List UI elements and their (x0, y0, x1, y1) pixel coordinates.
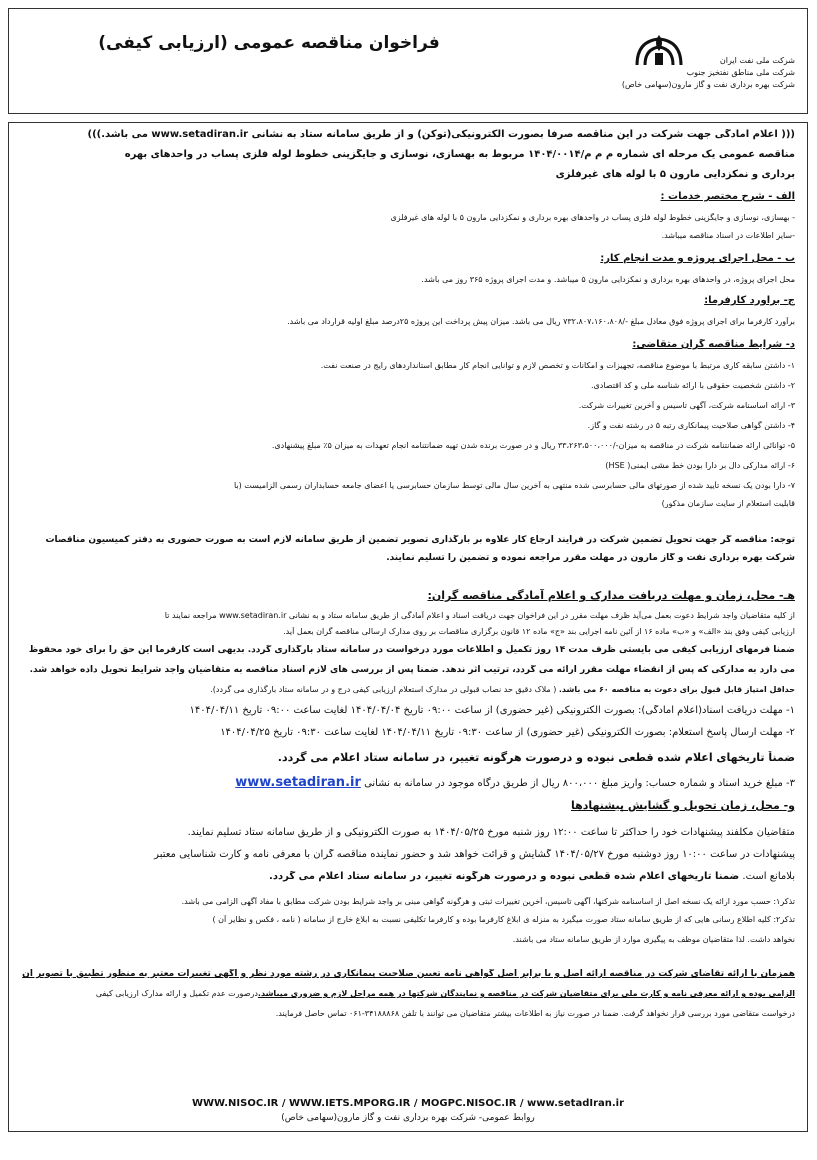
min-score-bold: حداقل امتیاز قابل قبول برای دعوت به مناقصه ۶۰ می باشد. (558, 685, 795, 694)
section-v-text: پیشنهادات در ساعت ۱۰:۰۰ روز دوشنبه مورخ ۱۴۰۴/۰۵/۲۷ گشایش و قرائت خواهد شد و حضور نماینده مناقصه گران با معرفی نامه و کارت شناسایی معتبر (154, 849, 795, 860)
final-line (21, 989, 795, 998)
final-rest: درصورت عدم تکمیل و ارائه مدارک ارزیابی کیفی (95, 989, 258, 998)
section-h-text: می دارد به مدارکی که پس از انقضاء مهلت مقرر ارائه می گردد، ترتیب اثر ندهد. ضمناً پس از بررسی های لازم اسناد مناقصه به متقاضیان واجد شرایط تحویل داده خواهد شد. (29, 665, 795, 675)
min-score-rest: ( ملاک دقیق حد نصاب قبولی در مدارک استعلام ارزیابی کیفی درج و در سامانه ستاد بارگذاری می گردد). (210, 685, 559, 694)
company-line: شرکت بهره برداری نفت و گاز مارون(سهامی خاص) (621, 80, 795, 89)
condition-item: ۴- داشتن گواهی صلاحیت پیمانکاری رتبه ۵ در رشته نفت و گاز. (587, 421, 795, 430)
section-b-heading: ب - محل اجرای پروژه و مدت انجام کار: (600, 253, 795, 264)
condition-item: ۱- داشتن سابقه کاری مرتبط با موضوع مناقصه، تجهیزات و امکانات و تخصص لازم و توانایی انجام کار مطابق استانداردهای رایج در صنعت نفت. (320, 361, 795, 370)
section-h-text: ارزیابی کیفی وفق بند «الف» و «ب» ماده ۱۶ از آئین نامه اجرایی بند «ج» ماده ۱۲ قانون برگزاری مناقصات بر روی مدارک ارسالی مناقصه گران بعمل آید. (283, 627, 795, 636)
final-line: درخواست متقاضی مورد بررسی قرار نخواهد گرفت. ضمناً در صورت نیاز به اطلاعات بیشتر متقاضیان می توانند با تلفن ۳۴۱۸۸۸۶۸-۰۶۱ تماس حاصل فرمایند. (275, 1009, 795, 1018)
section-h-heading: هـ- محل، زمان و مهلت دریافت مدارک و اعلام آمادگی مناقصه گران: (427, 589, 795, 602)
reminder-line: تذکر۲: کلیه اطلاع رسانی هایی که از طریق سامانه ستاد صورت میگیرد به منزله ی ابلاغ کارفرما بوده و کارفرما تکلیفی نسبت به ابلاغ خارج از سامانه ( نامه ، فکس و نظایر آن ) (212, 915, 795, 924)
fee-text: ۳- مبلغ خرید اسناد و شماره حساب: واریز مبلغ ۸۰۰،۰۰۰ ریال از طریق درگاه موجود در سامانه به نشانی (364, 778, 795, 789)
section-v-text: متقاضیان مکلفند پیشنهادات خود را حداکثر تا ساعت ۱۲:۰۰ روز شنبه مورخ ۱۴۰۴/۰۵/۲۵ به صورت الکترونیکی و از طریق سامانه ستاد تسلیم نمایند. (187, 827, 795, 838)
section-a-text: -سایر اطلاعات در اسناد مناقصه میباشد. (661, 231, 795, 240)
min-score-line (21, 685, 795, 694)
condition-item: ۳- ارائه اساسنامه شرکت، آگهی تاسیس و آخرین تغییرات شرکت. (578, 401, 795, 410)
reminder-line: تذکر۱: حسب مورد ارائه یک نسخه اصل از اساسنامه شرکتها، آگهی تاسیس، آخرین تغییرات ثبتی و هرگونه گواهی مبنی بر واجد شرایط بودن شرکت مطابق با مفاد آگهی الزامی می باشد. (181, 897, 795, 906)
company-names (595, 55, 795, 91)
section-h-text: ضمناً فرمهای ارزیابی کیفی می بایستی ظرف مدت ۱۴ روز تکمیل و اطلاعات مورد درخواست در سامانه ستاد بارگذاری گردد. بدیهی است کارفرما این حق را برای خود محفوظ (28, 645, 795, 655)
section-h-text: از کلیه متقاضیان واجد شرایط دعوت بعمل می‌آید ظرف مهلت مقرر در این فراخوان جهت دریافت اسناد و اعلام آمادگی از طریق سامانه ستاد و به نشانی www.setadiran.ir مراجعه نمایند تا (164, 611, 795, 620)
fee-line (21, 775, 795, 790)
section-d-heading: د- شرایط مناقصه گران متقاضی: (632, 339, 795, 350)
final-bold: الزامی بوده و ارائه معرفی نامه و کارت ملی برای متقاضیان شرکت در مناقصه و نمایندگان شرکتها در همه مراحل لازم و ضروری میباشد. (257, 989, 795, 998)
setadiran-link[interactable]: www.setadiran.ir (235, 775, 361, 790)
section-v-heading: و- محل، زمان تحویل و گشایش پیشنهادها (570, 799, 795, 812)
section-a-heading: الف - شرح مختصر خدمات : (660, 191, 795, 202)
tender-body (8, 122, 808, 1132)
dates-notice: ضمناً تاریخهای اعلام شده قطعی نبوده و درصورت هرگونه تغییر، در سامانه ستاد اعلام می گردد. (277, 751, 795, 764)
footer-links[interactable]: WWW.NISOC.IR / WWW.IETS.MPORG.IR / MOGPC.NISOC.IR / www.setadIran.ir (191, 1098, 625, 1109)
header-box (8, 8, 808, 114)
section-a-text: - بهسازی، نوسازی و جایگزینی خطوط لوله فلزی پساب در واحدهای بهره برداری و نمکزدایی مارون ۵ با لوله های غیرفلزی (390, 213, 795, 222)
section-v-text (21, 871, 795, 882)
deadline-item: ۲- مهلت ارسال پاسخ استعلام: بصورت الکترونیکی (غیر حضوری) از ساعت ۰۹:۳۰ تاریخ ۱۴۰۴/۰۴/۱۱ لغایت ساعت ۰۹:۳۰ تاریخ ۱۴۰۴/۰۴/۲۵ (220, 727, 795, 738)
note-line: توجه: مناقصه گر جهت تحویل تضمین شرکت در فرایند ارجاع کار علاوه بر بارگذاری تصویر تضمین از طریق سامانه لازم است به صورت حضوری به دفتر کمیسیون مناقصات (45, 535, 795, 545)
section-v-pre: بلامانع است. (739, 871, 795, 882)
reminder-line: نخواهد داشت. لذا متقاضیان موظف به پیگیری موارد از طریق سامانه ستاد می باشند. (512, 935, 795, 944)
deadline-item: ۱- مهلت دریافت اسناد(اعلام آمادگی): بصورت الکترونیکی (غیر حضوری) از ساعت ۰۹:۰۰ تاریخ ۱۴۰۴/۰۴/۰۴ لغایت ساعت ۰۹:۰۰ تاریخ ۱۴۰۴/۰۴/۱۱ (189, 705, 795, 716)
condition-item: ۲- داشتن شخصیت حقوقی با ارائه شناسه ملی و کد اقتصادی. (590, 381, 795, 390)
public-relations-line: روابط عمومی- شرکت بهره برداری نفت و گاز مارون(سهامی خاص) (281, 1113, 535, 1123)
section-c-text: برآورد کارفرما برای اجرای پروژه فوق معادل مبلغ -/۷۳۲،۸۰۷،۱۶۰،۸۰۸ ریال می باشد. میزان پیش پرداخت این پروژه ۲۵درصد مبلغ اولیه قرارداد می باشد. (287, 317, 795, 326)
condition-item: ۶- ارائه مدارکی دال بر دارا بودن خط مشی ایمنی( HSE) (605, 461, 795, 470)
section-b-text: محل اجرای پروژه، در واحدهای بهره برداری و نمکزدایی مارون ۵ میباشد. و مدت اجرای پروژه ۳۶۵ روز می باشد. (421, 275, 795, 284)
setad-notice: ((( اعلام آمادگی جهت شرکت در این مناقصه صرفاً بصورت الکترونیکی(توکن) و از طریق سامانه ستاد به نشانی www.setadiran.ir می باشد.))) (87, 129, 795, 140)
page-title: فراخوان مناقصه عمومی (ارزیابی کیفی) (98, 33, 440, 53)
section-c-heading: ج- برآورد کارفرما: (704, 295, 795, 306)
final-line: همزمان با ارائه تقاضای شرکت در مناقصه ارائه اصل و یا برابر اصل گواهی نامه تعیین صلاحیت پیمانکاری در رشته مورد نظر و آگهی تغییرات معتبر به منظور تطبیق با تصویر آن (22, 969, 795, 979)
company-line: شرکت ملی مناطق نفتخیز جنوب (686, 68, 795, 77)
condition-item: ۷- دارا بودن یک نسخه تأیید شده از صورتهای مالی حسابرسی شده منتهی به آخرین سال مالی توسط سازمان حسابرسی یا اعضای جامعه حسابداران رسمی الزامیست (با (233, 481, 795, 490)
section-v-bold: ضمناً تاریخهای اعلام شده قطعی نبوده و درصورت هرگونه تغییر، در سامانه ستاد اعلام می گردد. (269, 871, 740, 882)
condition-item: قابلیت استعلام از سایت سازمان مذکور) (661, 499, 795, 508)
company-line: شرکت ملی نفت ایران (719, 56, 795, 65)
note-line: شرکت بهره برداری نفت و گاز مارون در مهلت مقرر مراجعه نموده و تضمین را تسلیم نمایند. (386, 553, 795, 563)
tender-title-line: مناقصه عمومی یک مرحله ای شماره م م م/۱۴۰۴/۰۰۱۴ مربوط به بهسازی، نوسازی و جایگزینی خطوط لوله فلزی پساب در واحدهای بهره (124, 149, 795, 160)
footer (8, 1098, 808, 1123)
condition-item: ۵- توانائی ارائه ضمانتنامه شرکت در مناقصه به میزان-/۳۳،۲۶۳،۵۰۰،۰۰۰ ریال و در صورت برنده شدن تهیه ضمانتنامه انجام تعهدات به میزان ۵٪ مبلغ پیشنهادی. (271, 441, 795, 450)
tender-title-line: برداری و نمکزدایی مارون ۵ با لوله های غیرفلزی (555, 169, 795, 180)
